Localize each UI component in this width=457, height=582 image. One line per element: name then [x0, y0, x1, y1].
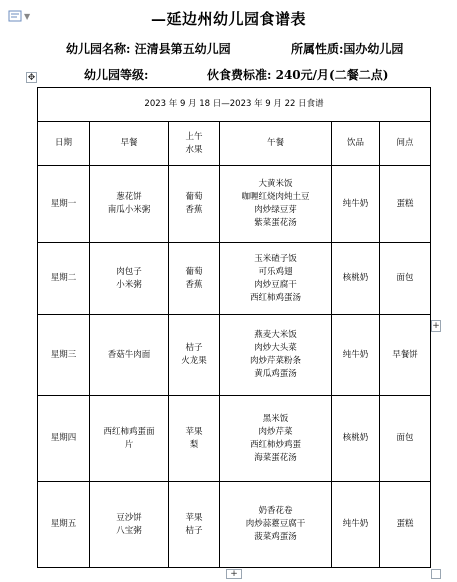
drink-cell: [332, 243, 380, 315]
cell-line: 葡萄: [185, 266, 203, 277]
lunch-cell: [220, 482, 332, 568]
table-row: [38, 243, 431, 315]
fruit-cell: [169, 166, 220, 243]
meal-fee: 伙食费标准: 240元/月(二餐二点): [207, 68, 389, 82]
cell-line: 纯牛奶: [342, 349, 369, 360]
cell-line: 苹果: [185, 426, 203, 437]
cell-line: 肉炒大头菜: [254, 343, 297, 353]
menu-table: [37, 87, 431, 568]
cell-line: 南瓜小米粥: [107, 205, 151, 215]
lunch-cell: [220, 243, 332, 315]
cell-line: 咖喱红烧肉炖土豆: [241, 192, 310, 202]
cell-line: 星期一: [50, 198, 77, 209]
cell-line: 星期三: [50, 349, 77, 360]
drink-cell: [332, 482, 380, 568]
cell-line: 桔子: [185, 343, 203, 353]
day-cell: [38, 166, 90, 243]
cell-line: 黑米饭: [262, 413, 289, 424]
chevron-down-icon: ▼: [24, 11, 31, 21]
cell-line: 肉炒芹菜粉条: [249, 356, 301, 366]
breakfast-cell: [90, 315, 169, 396]
cell-line: 香蕉: [185, 279, 203, 290]
fruit-cell: [169, 243, 220, 315]
cell-line: 肉炒芹菜: [258, 426, 293, 437]
cell-line: 星期二: [50, 273, 77, 283]
header-breakfast: 早餐: [90, 122, 169, 166]
cell-line: 西红柿炒鸡蛋: [249, 439, 301, 450]
lunch-cell: [220, 166, 332, 243]
kindergarten-level: 幼儿园等级:: [84, 68, 149, 82]
lunch-cell: [220, 315, 332, 396]
snack-cell: [380, 315, 431, 396]
cell-line: 香菇牛肉面: [107, 349, 151, 360]
fruit-cell: [169, 482, 220, 568]
cell-line: 肉包子: [116, 266, 142, 277]
cell-line: 葡萄: [185, 192, 203, 202]
day-cell: [38, 396, 90, 482]
cell-line: 肉炒豆腐干: [254, 279, 297, 290]
cell-line: 火龙果: [181, 356, 207, 366]
header-drink: 饮品: [332, 122, 380, 166]
table-row: [38, 166, 431, 243]
cell-line: 核桃奶: [342, 273, 369, 283]
cell-line: 奶香花卷: [258, 506, 293, 516]
drink-cell: [332, 166, 380, 243]
table-move-handle[interactable]: ✥: [27, 73, 36, 83]
cell-line: 纯牛奶: [342, 198, 369, 209]
cell-line: 核桃奶: [342, 433, 369, 443]
cell-line: 星期四: [50, 433, 77, 443]
lunch-cell: [220, 396, 332, 482]
fruit-cell: [169, 315, 220, 396]
breakfast-cell: [90, 166, 169, 243]
table-row: [38, 315, 431, 396]
cell-line: 可乐鸡翅: [258, 266, 293, 277]
cell-line: 菠菜鸡蛋汤: [254, 532, 297, 542]
cell-line: 肉炒蒜薹豆腐干: [245, 519, 306, 529]
breakfast-cell: [90, 482, 169, 568]
fruit-cell: [169, 396, 220, 482]
header-snack: 间点: [380, 122, 431, 166]
cell-line: 燕麦大米饭: [254, 330, 297, 340]
snack-cell: [380, 166, 431, 243]
cell-line: 小米粥: [116, 279, 142, 290]
snack-cell: [380, 396, 431, 482]
cell-line: 紫菜蛋花汤: [254, 218, 297, 228]
cell-line: 蛋糕: [396, 198, 414, 209]
cell-line: 西红柿鸡蛋汤: [249, 292, 301, 303]
cell-line: 海菜蛋花汤: [254, 452, 297, 463]
cell-line: 面包: [396, 433, 414, 443]
cell-line: 葱花饼: [116, 192, 142, 202]
breakfast-cell: [90, 243, 169, 315]
page-title: —延边州幼儿园食谱表: [150, 10, 306, 28]
cell-line: 肉炒绿豆芽: [254, 205, 297, 215]
breakfast-cell: [90, 396, 169, 482]
add-column-button[interactable]: +: [432, 321, 440, 331]
cell-line: 玉米碴子饭: [254, 253, 297, 264]
cell-line: 黄瓜鸡蛋汤: [254, 369, 297, 379]
header-morning-fruit: 上午 水果: [169, 122, 220, 166]
kindergarten-nature: 所属性质:国办幼儿园: [291, 42, 404, 56]
snack-cell: [380, 243, 431, 315]
table-row: [38, 396, 431, 482]
table-row: [38, 482, 431, 568]
drink-cell: [332, 315, 380, 396]
cell-line: 面包: [396, 273, 414, 283]
cell-line: 蛋糕: [396, 519, 414, 529]
snack-cell: [380, 482, 431, 568]
cell-line: 大黄米饭: [258, 179, 293, 189]
add-row-button[interactable]: +: [226, 569, 242, 579]
kindergarten-name: 幼儿园名称: 汪清县第五幼儿园: [66, 42, 231, 56]
cell-line: 苹果: [185, 512, 203, 523]
cell-line: 早餐饼: [392, 349, 418, 360]
cell-line: 西红柿鸡蛋面: [103, 426, 155, 437]
day-cell: [38, 243, 90, 315]
cell-line: 纯牛奶: [342, 519, 369, 529]
header-date: 日期: [38, 122, 90, 166]
table-resize-handle[interactable]: [431, 569, 441, 579]
drink-cell: [332, 396, 380, 482]
date-range: 2023 年 9 月 18 日—2023 年 9 月 22 日食谱: [38, 88, 431, 122]
cell-line: 八宝粥: [116, 525, 142, 536]
cell-line: 桔子: [185, 525, 203, 536]
day-cell: [38, 315, 90, 396]
day-cell: [38, 482, 90, 568]
header-lunch: 午餐: [220, 122, 332, 166]
cell-line: 星期五: [50, 519, 77, 529]
cell-line: 香蕉: [185, 205, 203, 215]
cell-line: 片: [124, 439, 134, 450]
cell-line: 梨: [189, 439, 199, 450]
cell-line: 豆沙饼: [116, 512, 142, 523]
